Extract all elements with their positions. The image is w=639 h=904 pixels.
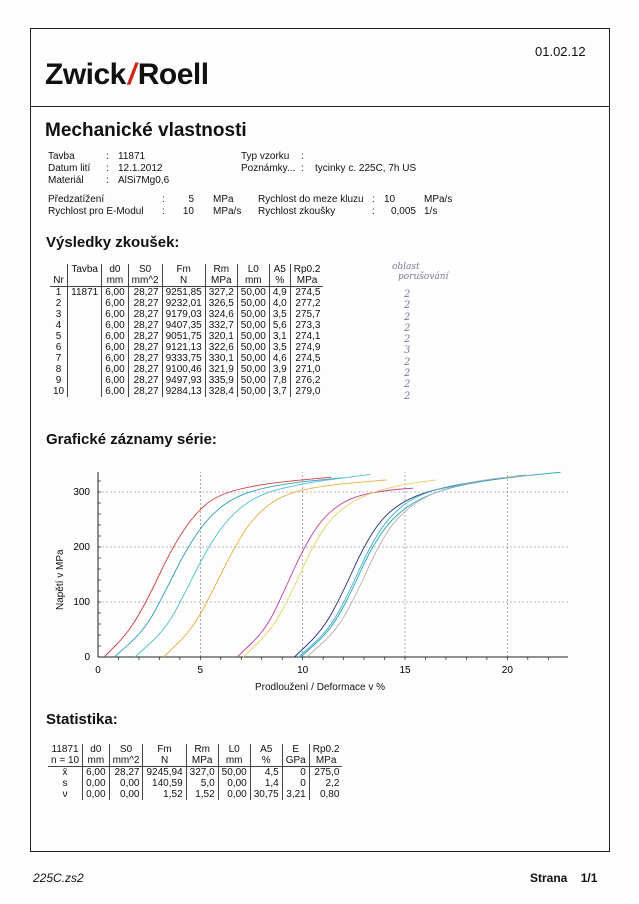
x-tick-label: 20	[501, 665, 513, 676]
x-tick-label: 10	[297, 665, 309, 676]
results-row	[50, 331, 323, 342]
results-header-row	[50, 264, 323, 275]
results-cell: 6,00	[102, 353, 128, 364]
stats-cell: 0	[282, 778, 309, 789]
results-cell: 28,27	[128, 342, 162, 353]
stats-cell: mm^2	[109, 755, 143, 767]
stats-header-row	[48, 744, 342, 755]
results-cell: 6,00	[102, 342, 128, 353]
stats-units-row	[48, 755, 342, 767]
results-cell: 327,2	[205, 287, 237, 299]
results-cell: 3,9	[269, 364, 290, 375]
stats-cell: 28,27	[109, 767, 143, 779]
stats-cell: Rm	[186, 744, 218, 755]
results-cell: 7,8	[269, 375, 290, 386]
meta-row: Tavba : 11871	[48, 151, 146, 162]
results-cell: 335,9	[205, 375, 237, 386]
results-cell: 3,7	[269, 386, 290, 397]
stats-cell: mm	[218, 755, 250, 767]
col-fm: Fm	[162, 264, 205, 275]
results-cell: 2	[55, 298, 62, 309]
stress-strain-chart	[0, 460, 639, 700]
results-cell: 8	[55, 364, 62, 375]
results-cell: 9051,75	[162, 331, 205, 342]
results-cell: 28,27	[128, 386, 162, 397]
report-date: 01.02.12	[535, 44, 586, 59]
results-cell: 9232,01	[162, 298, 205, 309]
page-title: Mechanické vlastnosti	[45, 120, 247, 141]
page-number: Strana 1/1	[530, 871, 598, 885]
stats-cell: 0,00	[109, 789, 143, 800]
results-cell: 10	[53, 386, 65, 397]
results-cell: 1	[55, 287, 62, 298]
results-row	[50, 309, 323, 320]
results-cell: 324,6	[205, 309, 237, 320]
stats-cell: 140,59	[143, 778, 186, 789]
results-cell: 274,9	[290, 342, 323, 353]
handwritten-mark: 2	[404, 334, 411, 346]
stats-cell: N	[143, 755, 186, 767]
results-cell: 271,0	[290, 364, 323, 375]
param-row: Rychlost zkoušky : 0,005 1/s	[258, 206, 438, 217]
results-cell: 322,6	[205, 342, 237, 353]
col-l0: L0	[237, 264, 269, 275]
col-rp02: Rp0.2	[290, 264, 323, 275]
results-cell: 7	[55, 353, 62, 364]
handwritten-mark: 2	[404, 356, 411, 368]
stats-cell: 275,0	[309, 767, 342, 779]
stats-cell: MPa	[309, 755, 342, 767]
brand-right: Roell	[137, 58, 209, 91]
handwritten-mark: 2	[404, 322, 411, 334]
results-cell	[68, 298, 102, 309]
series-line	[299, 475, 526, 657]
results-cell: 3	[55, 309, 62, 320]
brand-slash: /	[127, 58, 136, 91]
stats-cell: MPa	[186, 755, 218, 767]
stats-cell: 0,80	[309, 789, 342, 800]
results-row	[50, 353, 323, 364]
results-cell: 50,00	[237, 309, 269, 320]
series-line	[104, 477, 331, 657]
col-nr-label: Nr	[50, 275, 68, 287]
stats-body	[48, 767, 342, 801]
results-cell: 9251,85	[162, 287, 205, 299]
stats-cell: 30,75	[250, 789, 282, 800]
meta-row: Typ vzorku :	[241, 151, 304, 162]
stats-cell: 0,00	[218, 789, 250, 800]
x-axis-label: Prodloužení / Deformace v %	[255, 682, 386, 693]
series-line	[301, 472, 561, 657]
results-cell: 274,5	[290, 287, 323, 299]
series-line	[114, 478, 343, 657]
handwritten-mark: 2	[404, 300, 411, 312]
col-rm: Rm	[205, 264, 237, 275]
results-table	[50, 264, 323, 397]
results-row	[50, 287, 323, 299]
graph-heading: Grafické záznamy série:	[46, 431, 217, 448]
results-cell	[68, 331, 102, 342]
stats-row	[48, 789, 342, 800]
results-cell: 50,00	[237, 364, 269, 375]
stats-cell: 3,21	[282, 789, 309, 800]
results-cell: 4,9	[269, 287, 290, 299]
col-d0: d0	[102, 264, 128, 275]
handwritten-marks	[404, 289, 410, 402]
param-row: Rychlost pro E-Modul : 10 MPa/s	[48, 206, 242, 217]
results-row	[50, 298, 323, 309]
y-axis-label: Napětí v MPa	[55, 549, 66, 610]
results-cell: 28,27	[128, 298, 162, 309]
results-cell	[68, 375, 102, 386]
results-cell: 6,00	[102, 386, 128, 397]
stats-cell: 0,00	[109, 778, 143, 789]
handwritten-mark: 2	[404, 368, 411, 380]
stats-cell: s	[62, 778, 68, 789]
y-tick-label: 200	[73, 542, 90, 553]
results-cell: 273,3	[290, 320, 323, 331]
results-cell: 326,5	[205, 298, 237, 309]
params-right	[258, 194, 452, 218]
results-cell: 28,27	[128, 320, 162, 331]
param-row: Rychlost do meze kluzu : 10 MPa/s	[258, 194, 453, 205]
col-tavba: Tavba	[68, 264, 102, 275]
results-cell: 320,1	[205, 331, 237, 342]
results-cell: 330,1	[205, 353, 237, 364]
stats-cell: 327,0	[186, 767, 218, 779]
stats-cell: 6,00	[83, 767, 109, 779]
results-cell: 6,00	[102, 364, 128, 375]
results-cell: 28,27	[128, 375, 162, 386]
param-row: Předzatížení : 5 MPa	[48, 194, 234, 205]
stats-cell: 11871	[51, 744, 79, 755]
results-cell: 50,00	[237, 375, 269, 386]
meta-right	[241, 151, 416, 175]
results-cell	[68, 342, 102, 353]
results-cell: 321,9	[205, 364, 237, 375]
stats-row	[48, 767, 342, 779]
x-tick-label: 5	[197, 665, 204, 676]
stats-cell: E	[282, 744, 309, 755]
stats-cell: d0	[83, 744, 109, 755]
series-line	[307, 475, 532, 657]
results-row	[50, 386, 323, 397]
results-cell: 50,00	[237, 320, 269, 331]
results-cell	[68, 353, 102, 364]
handwritten-mark: 3	[404, 345, 411, 357]
results-cell: 275,7	[290, 309, 323, 320]
results-cell: 11871	[68, 287, 102, 299]
stats-table	[48, 744, 342, 800]
stats-cell: 50,00	[218, 767, 250, 779]
results-cell: 3,5	[269, 309, 290, 320]
stats-cell: 1,52	[186, 789, 218, 800]
results-cell: 6	[55, 342, 62, 353]
results-cell: 276,2	[290, 375, 323, 386]
results-cell: 4	[55, 320, 62, 331]
stats-cell: ν	[62, 789, 68, 800]
results-cell: 5	[55, 331, 62, 342]
results-cell: 9179,03	[162, 309, 205, 320]
results-row	[50, 375, 323, 386]
stats-cell: mm	[83, 755, 109, 767]
results-cell: 28,27	[128, 287, 162, 299]
results-cell: 9121,13	[162, 342, 205, 353]
y-tick-label: 300	[73, 487, 90, 498]
x-tick-label: 15	[399, 665, 411, 676]
stats-cell: Fm	[143, 744, 186, 755]
results-cell: 328,4	[205, 386, 237, 397]
stats-cell: 4,5	[250, 767, 282, 779]
stats-cell: 0,00	[83, 789, 109, 800]
handwritten-mark: 2	[404, 390, 411, 402]
results-cell: 50,00	[237, 342, 269, 353]
stats-cell: 5,0	[186, 778, 218, 789]
params-left	[48, 194, 241, 218]
stats-cell: 9245,94	[143, 767, 186, 779]
results-cell: 9497,93	[162, 375, 205, 386]
col-nr	[50, 264, 68, 275]
brand-logo	[45, 58, 209, 92]
handwritten-mark: 2	[404, 289, 411, 300]
results-cell: 4,6	[269, 353, 290, 364]
divider	[30, 106, 610, 107]
stats-row	[48, 778, 342, 789]
stats-cell: S0	[109, 744, 143, 755]
results-cell: 9284,13	[162, 386, 205, 397]
results-cell	[68, 364, 102, 375]
results-cell: 274,5	[290, 353, 323, 364]
results-cell: 50,00	[237, 386, 269, 397]
results-cell: 9100,46	[162, 364, 205, 375]
stats-cell: %	[250, 755, 282, 767]
results-cell: 6,00	[102, 375, 128, 386]
results-cell: 274,1	[290, 331, 323, 342]
file-name: 225C.zs2	[33, 871, 84, 885]
y-tick-label: 100	[73, 597, 90, 608]
handwritten-mark: 2	[404, 311, 411, 323]
meta-row: Datum lití : 12.1.2012	[48, 163, 163, 174]
results-cell: 50,00	[237, 287, 269, 299]
stats-cell: 0	[282, 767, 309, 779]
results-cell: 28,27	[128, 309, 162, 320]
results-row	[50, 342, 323, 353]
results-cell: 3,1	[269, 331, 290, 342]
handwritten-note: oblast porušování	[392, 262, 449, 282]
results-cell: 6,00	[102, 309, 128, 320]
results-cell: 6,00	[102, 331, 128, 342]
col-s0: S0	[128, 264, 162, 275]
results-cell: 9333,75	[162, 353, 205, 364]
results-cell: 50,00	[237, 331, 269, 342]
stats-cell: GPa	[282, 755, 309, 767]
handwritten-mark: 2	[404, 379, 411, 391]
results-cell: 9407,35	[162, 320, 205, 331]
results-units-row: Nr mm mm^2 N MPa mm % MPa	[50, 275, 323, 287]
results-body	[50, 287, 323, 398]
results-cell: 6,00	[102, 287, 128, 299]
results-cell: 50,00	[237, 298, 269, 309]
stats-cell: 2,2	[309, 778, 342, 789]
results-row	[50, 320, 323, 331]
meta-left	[48, 151, 169, 187]
results-cell: 28,27	[128, 331, 162, 342]
stats-cell: 0,00	[83, 778, 109, 789]
stats-cell: 1,4	[250, 778, 282, 789]
results-cell: 28,27	[128, 364, 162, 375]
stats-cell: x̄	[62, 767, 68, 778]
results-cell: 5,6	[269, 320, 290, 331]
results-cell: 50,00	[237, 353, 269, 364]
results-cell: 9	[55, 375, 62, 386]
results-cell: 6,00	[102, 298, 128, 309]
results-cell	[68, 309, 102, 320]
results-heading: Výsledky zkoušek:	[46, 234, 180, 251]
series-line	[243, 480, 435, 657]
stats-cell: 0,00	[218, 778, 250, 789]
stats-cell: A5	[250, 744, 282, 755]
results-cell: 3,5	[269, 342, 290, 353]
stats-cell: L0	[218, 744, 250, 755]
y-tick-label: 0	[84, 652, 90, 663]
brand-left: Zwick	[45, 58, 126, 91]
stats-cell: 1,52	[143, 789, 186, 800]
results-cell: 4,0	[269, 298, 290, 309]
results-row	[50, 364, 323, 375]
results-cell	[68, 386, 102, 397]
meta-row: Materiál : AlSi7Mg0,6	[48, 175, 170, 186]
results-cell: 277,2	[290, 298, 323, 309]
results-cell	[68, 320, 102, 331]
stats-cell: Rp0.2	[309, 744, 342, 755]
results-cell: 332,7	[205, 320, 237, 331]
meta-row: Poznámky... : tycinky c. 225C, 7h US	[241, 163, 417, 174]
x-tick-label: 0	[95, 665, 101, 676]
stats-heading: Statistika:	[46, 711, 118, 728]
results-cell: 28,27	[128, 353, 162, 364]
results-cell: 279,0	[290, 386, 323, 397]
results-cell: 6,00	[102, 320, 128, 331]
col-a5: A5	[269, 264, 290, 275]
stats-cell: n = 10	[48, 755, 83, 767]
